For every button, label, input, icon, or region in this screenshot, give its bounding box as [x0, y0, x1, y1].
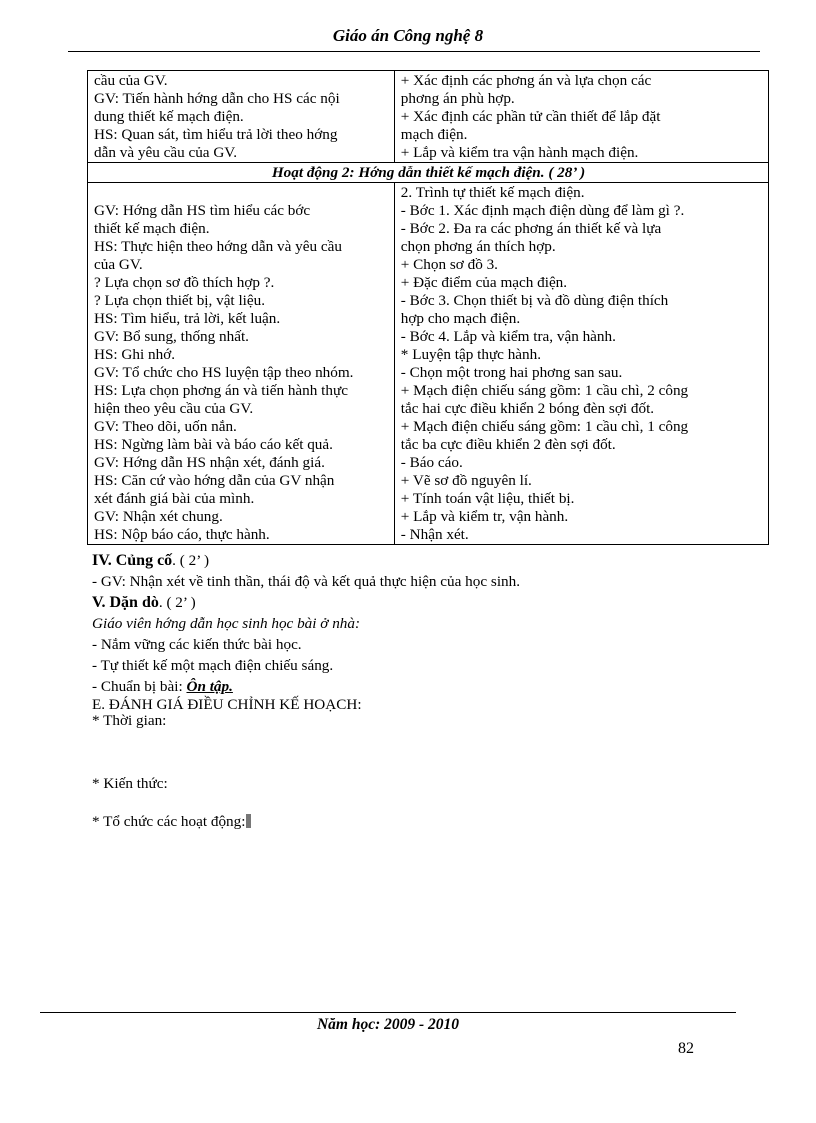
text-line: phơng án phù hợp.	[400, 90, 515, 107]
lesson-closing	[92, 550, 772, 832]
text-line: ? Lựa chọn sơ đồ thích hợp ?.	[94, 274, 275, 291]
text-line: - Tự thiết kế một mạch điện chiếu sáng.	[92, 657, 334, 674]
text-line: Giáo viên hớng dẫn học sinh học bài ở nhà:	[92, 615, 361, 632]
text-line: tắc ba cực điều khiển 2 đèn sợi đốt.	[400, 436, 616, 453]
text-line: 2. Trình tự thiết kế mạch điện.	[400, 184, 585, 201]
text-line: + Lắp và kiểm tra vận hành mạch điện.	[400, 144, 639, 161]
text-line: dẫn và yêu cầu của GV.	[94, 144, 238, 161]
text-line: cầu của GV.	[94, 72, 168, 89]
section-title: V. Dặn dò	[92, 594, 159, 611]
bottom-right-cell	[394, 183, 768, 545]
page-number: 82	[678, 1040, 694, 1057]
text-line: + Đặc điểm của mạch điện.	[400, 274, 568, 291]
text-line	[92, 811, 772, 832]
bottom-left-cell	[88, 183, 395, 545]
text-line: tắc hai cực điều khiển 2 bóng đèn sợi đốt.	[400, 400, 655, 417]
lesson-table	[87, 70, 769, 545]
activities-label: * Tổ chức các hoạt động:	[92, 813, 246, 830]
text-line: * Thời gian:	[92, 712, 167, 729]
section-heading	[92, 592, 772, 613]
text-line: GV: Tiến hành hớng dẫn cho HS các nội	[94, 90, 340, 107]
prepare-label: - Chuẩn bị bài:	[92, 678, 187, 695]
top-left-cell	[88, 71, 395, 163]
text-line: - Chọn một trong hai phơng san sau.	[400, 364, 623, 381]
text-line: hợp cho mạch điện.	[400, 310, 521, 327]
section-time: . ( 2’ )	[158, 594, 196, 611]
text-line: + Vẽ sơ đồ nguyên lí.	[400, 472, 532, 489]
text-line: thiết kế mạch điện.	[94, 220, 210, 237]
text-line: HS: Lựa chọn phơng án và tiến hành thực	[94, 382, 348, 399]
text-line: xét đánh giá bài của mình.	[94, 490, 255, 507]
text-line: - GV: Nhận xét về tinh thần, thái độ và kết quả thực hiện của học sinh.	[92, 573, 521, 590]
text-line: HS: Tìm hiểu, trả lời, kết luận.	[94, 310, 281, 327]
section-heading	[92, 550, 772, 571]
text-line: - Báo cáo.	[400, 454, 463, 471]
text-line: của GV.	[94, 256, 143, 273]
text-cursor-icon	[246, 814, 251, 828]
text-line: HS: Căn cứ vào hớng dẫn của GV nhận	[94, 472, 335, 489]
spacer	[94, 184, 389, 202]
text-line: HS: Ngừng làm bài và báo cáo kết quả.	[94, 436, 333, 453]
text-line: GV: Nhận xét chung.	[94, 508, 223, 525]
text-line: GV: Hớng dẫn HS nhận xét, đánh giá.	[94, 454, 325, 471]
prepare-value: Ôn tập.	[186, 678, 233, 695]
section-time: . ( 2’ )	[172, 552, 209, 569]
text-line: - Bớc 4. Lắp và kiểm tra, vận hành.	[400, 328, 616, 345]
text-line: + Mạch điện chiếu sáng gồm: 1 cầu chì, 1 công	[400, 418, 689, 435]
section-heading: E. ĐÁNH GIÁ ĐIỀU CHỈNH KẾ HOẠCH:	[92, 696, 362, 713]
table-row	[88, 183, 769, 545]
text-line: + Tính toán vật liệu, thiết bị.	[400, 490, 575, 507]
text-line: - Nhận xét.	[400, 526, 469, 543]
top-right-cell	[394, 71, 768, 163]
text-line: mạch điện.	[400, 126, 468, 143]
activity-banner: Hoạt động 2: Hớng dẫn thiết kế mạch điện. ( 28’ )	[88, 163, 769, 183]
text-line: HS: Nộp báo cáo, thực hành.	[94, 526, 270, 543]
text-line: - Nắm vững các kiến thức bài học.	[92, 636, 302, 653]
text-line: GV: Hớng dẫn HS tìm hiểu các bớc	[94, 202, 311, 219]
text-line	[92, 676, 772, 697]
footer-school-year: Năm học: 2009 - 2010	[316, 1016, 460, 1033]
table-row	[88, 71, 769, 163]
footer-rule	[40, 1012, 736, 1013]
text-line: - Bớc 1. Xác định mạch điện dùng để làm gì ?.	[400, 202, 685, 219]
text-line: dung thiết kế mạch điện.	[94, 108, 244, 125]
text-line: HS: Ghi nhớ.	[94, 346, 176, 363]
text-line: GV: Bổ sung, thống nhất.	[94, 328, 249, 345]
text-line: + Chọn sơ đồ 3.	[400, 256, 498, 273]
text-line: + Mạch điện chiếu sáng gồm: 1 cầu chì, 2 công	[400, 382, 689, 399]
text-line: HS: Quan sát, tìm hiểu trả lời theo hớng	[94, 126, 338, 143]
text-line: - Bớc 2. Đa ra các phơng án thiết kế và lựa	[400, 220, 662, 237]
text-line: + Lắp và kiểm tr, vận hành.	[400, 508, 569, 525]
text-line: chọn phơng án thích hợp.	[400, 238, 556, 255]
text-line: HS: Thực hiện theo hớng dẫn và yêu cầu	[94, 238, 342, 255]
text-line: - Bớc 3. Chọn thiết bị và đồ dùng điện thích	[400, 292, 669, 309]
text-line: GV: Tổ chức cho HS luyện tập theo nhóm.	[94, 364, 354, 381]
table-row	[88, 163, 769, 183]
text-line: * Luyện tập thực hành.	[400, 346, 542, 363]
text-line: hiện theo yêu cầu của GV.	[94, 400, 254, 417]
text-line: + Xác định các phần tử cần thiết để lắp đặt	[400, 108, 661, 125]
page-header-title: Giáo án Công nghệ 8	[332, 26, 484, 45]
text-line: + Xác định các phơng án và lựa chọn các	[400, 72, 652, 89]
text-line: ? Lựa chọn thiết bị, vật liệu.	[94, 292, 266, 309]
section-title: IV. Củng cố	[92, 552, 173, 569]
header-rule	[68, 51, 760, 52]
text-line: * Kiến thức:	[92, 775, 168, 792]
text-line: GV: Theo dõi, uốn nắn.	[94, 418, 237, 435]
